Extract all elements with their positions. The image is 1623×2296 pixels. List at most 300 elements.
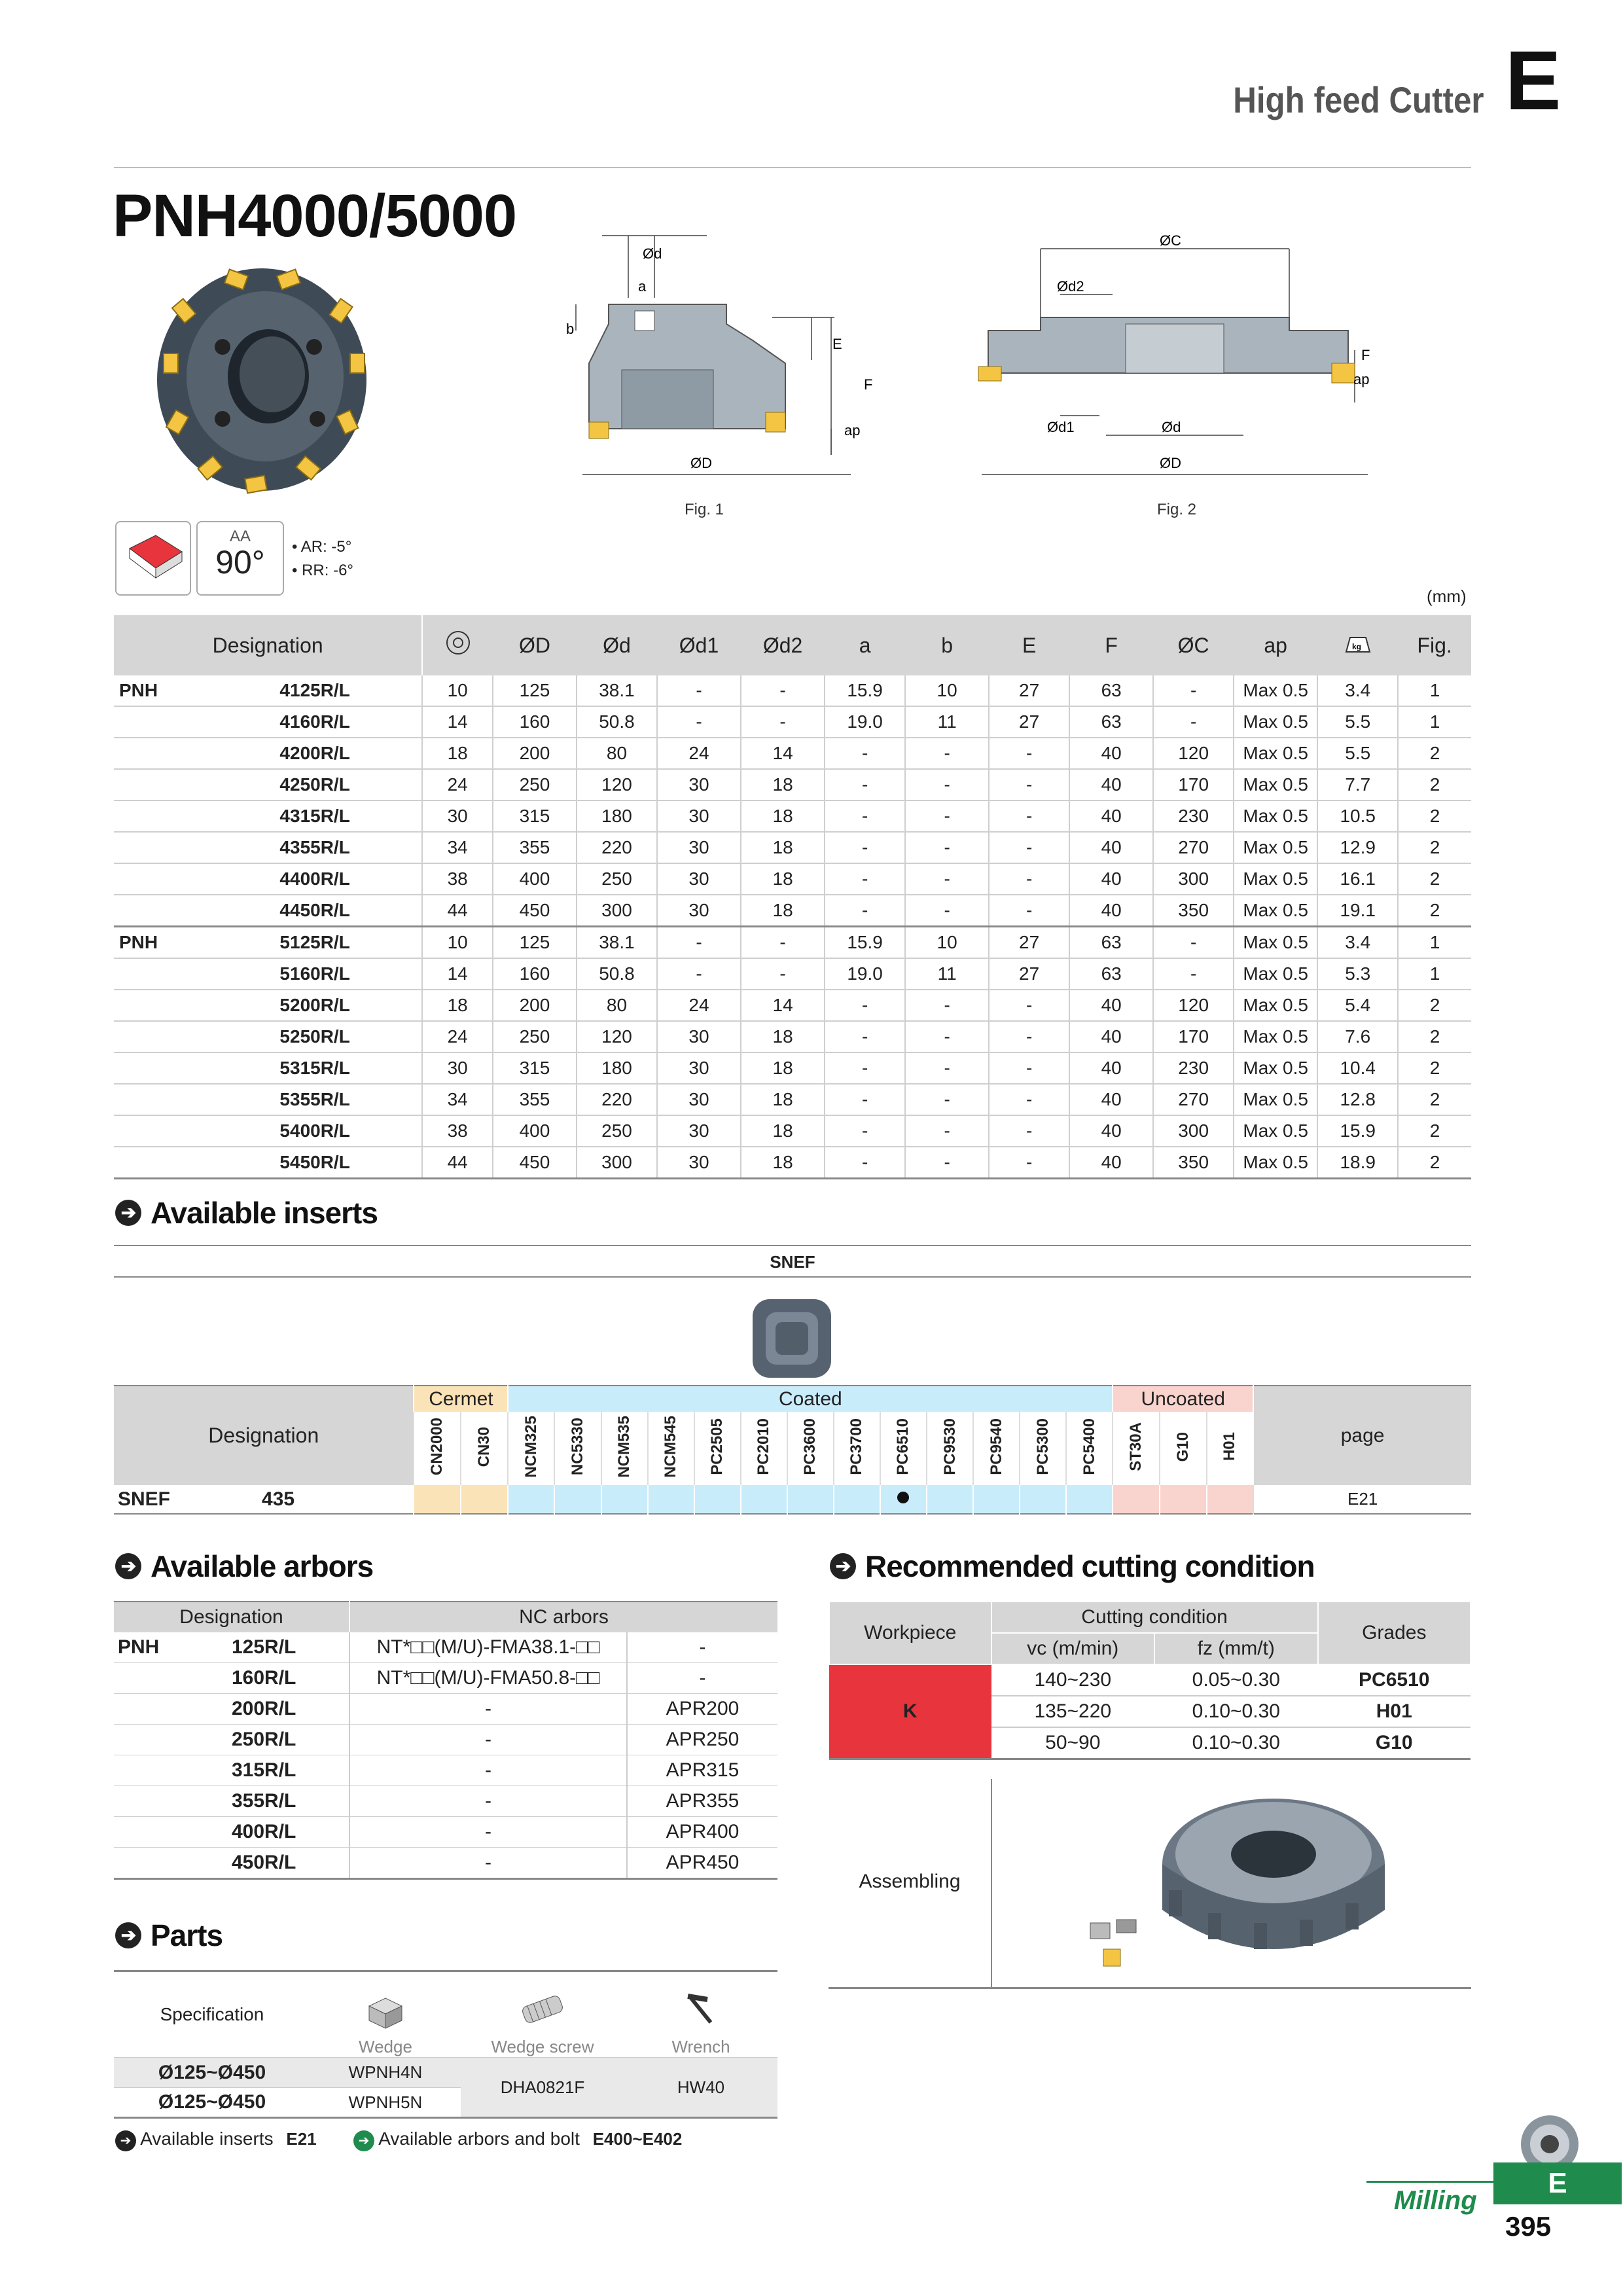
parts-col-wedge [310,1971,461,2058]
spec-cell: - [989,769,1069,800]
spec-cell: 10 [422,675,493,706]
grade-label: CN30 [475,1426,493,1467]
spec-h-designation: Designation [114,615,422,675]
parts-section-title [115,1918,223,1953]
grade-header [973,1412,1020,1485]
arbor-cell: APR355 [627,1786,777,1817]
spec-cell: - [905,1115,989,1147]
arbor-cell: APR200 [627,1694,777,1725]
spec-cell: - [825,1115,905,1147]
parts-col-screw [461,1971,624,2058]
grade-header [834,1412,880,1485]
spec-cell: 300 [577,1147,657,1179]
angle-aa-label: AA [229,528,251,545]
fig1-caption: Fig. 1 [685,501,724,518]
spec-cell: - [657,675,741,706]
spec-cell: - [825,895,905,927]
grade-label: NCM325 [522,1416,540,1478]
spec-cell: 18 [741,895,825,927]
spec-cell: 30 [657,895,741,927]
spec-designation: 5160R/L [261,958,422,990]
fig1-b-label: b [566,321,575,337]
spec-cell: Max 0.5 [1234,1084,1317,1115]
group-uncoated: Uncoated [1113,1386,1253,1412]
angle-rr: • RR: -6° [292,562,354,579]
spec-cell: 38.1 [577,927,657,959]
footer-arbors-link[interactable] [353,2128,682,2151]
spec-cell: 2 [1398,832,1471,863]
arbor-cell: - [349,1786,627,1817]
weight-icon [1317,615,1398,675]
spec-cell: 14 [741,738,825,769]
spec-designation: 4355R/L [261,832,422,863]
grade-label: NCM535 [615,1416,633,1478]
spec-cell: - [905,738,989,769]
spec-cell: 30 [657,1052,741,1084]
spec-cell: 2 [1398,1052,1471,1084]
cut-vc-0: 140~230 [1034,1669,1112,1691]
spec-cell: Max 0.5 [1234,706,1317,738]
spec-cell: 40 [1069,1052,1153,1084]
grade-label: PC6510 [894,1418,912,1475]
spec-cell: 5.5 [1317,738,1398,769]
inserts-h-designation: Designation [114,1386,414,1485]
spec-cell: 18 [741,832,825,863]
spec-designation: 5315R/L [261,1052,422,1084]
grade-cell [508,1485,554,1514]
grade-cell [880,1485,927,1514]
spec-cell: Max 0.5 [1234,738,1317,769]
spec-cell: - [989,800,1069,832]
cut-fz-2: 0.10~0.30 [1192,1732,1280,1753]
spec-cell: - [825,863,905,895]
fig2-C-label: ØC [1160,232,1181,249]
spec-cell: 16.1 [1317,863,1398,895]
spec-cell: 30 [422,1052,493,1084]
spec-group [114,800,261,832]
arbors-h-designation: Designation [114,1602,349,1632]
spec-cell: 12.8 [1317,1084,1398,1115]
spec-cell: - [989,1084,1069,1115]
grade-header [461,1412,508,1485]
spec-cell: - [905,1084,989,1115]
grade-label: NCM545 [662,1416,680,1478]
arrow-icon: ➔ [115,1553,141,1579]
spec-row [114,927,1471,959]
available-dot-icon [897,1492,909,1503]
spec-cell: 1 [1398,675,1471,706]
spec-cell: 19.0 [825,958,905,990]
spec-cell: 3.4 [1317,675,1398,706]
spec-cell: 44 [422,1147,493,1179]
spec-row [114,863,1471,895]
spec-cell: 80 [577,990,657,1021]
spec-cell: 38 [422,1115,493,1147]
spec-cell: - [825,1084,905,1115]
grade-label: PC2010 [755,1418,773,1475]
grade-label: PC5300 [1033,1418,1052,1475]
spec-cell: 2 [1398,1115,1471,1147]
angle-aa-box [196,521,284,596]
inserts-rule-top [114,1245,1471,1246]
spec-cell: - [905,1147,989,1179]
spec-cell: Max 0.5 [1234,832,1317,863]
spec-cell: 14 [741,990,825,1021]
arbor-cell: - [627,1663,777,1694]
spec-cell: 250 [577,1115,657,1147]
grade-header [1020,1412,1066,1485]
spec-cell: 2 [1398,990,1471,1021]
spec-cell: - [905,832,989,863]
spec-cell: Max 0.5 [1234,675,1317,706]
inserts-rule-mid [114,1276,1471,1278]
fig2-d2-label: Ød2 [1057,278,1084,295]
spec-cell: Max 0.5 [1234,927,1317,959]
parts-screw: DHA0821F [500,2077,585,2097]
spec-cell: - [905,769,989,800]
spec-h-E: E [989,615,1069,675]
spec-h-C: ØC [1153,615,1234,675]
spec-cell: 180 [577,1052,657,1084]
figure-1-drawing [563,232,877,488]
arbor-group [114,1663,232,1694]
spec-cell: 18 [741,1115,825,1147]
section-title: High feed Cutter [1233,79,1484,120]
grade-label: PC5400 [1080,1418,1098,1475]
arbor-designation: 400R/L [232,1821,296,1842]
spec-cell: 7.7 [1317,769,1398,800]
spec-cell: 15.9 [825,927,905,959]
footer-arbors-label: Available arbors and bolt [378,2128,580,2149]
grade-header [741,1412,787,1485]
spec-cell: 40 [1069,738,1153,769]
spec-cell: 120 [577,769,657,800]
spec-group [114,958,261,990]
spec-cell: - [905,1052,989,1084]
spec-cell: 300 [577,895,657,927]
arrow-icon: ➔ [353,2130,374,2151]
footer-inserts-label: Available inserts [140,2128,274,2149]
parts-col-wrench [624,1971,777,2058]
spec-group [114,769,261,800]
spec-cell: 63 [1069,706,1153,738]
spec-cell: 120 [577,1021,657,1052]
arbor-group [114,1694,232,1725]
arbor-cell: NT*□□(M/U)-FMA50.8-□□ [349,1663,627,1694]
spec-cell: - [989,1147,1069,1179]
spec-cell: 18 [741,1147,825,1179]
spec-cell: 80 [577,738,657,769]
arbor-row [114,1725,777,1755]
grade-label: ST30A [1127,1422,1145,1471]
cut-vc-1: 135~220 [1034,1700,1112,1722]
cut-grade-2: G10 [1375,1732,1413,1753]
spec-cell: 400 [493,863,577,895]
wedge-icon [363,1986,408,2032]
inserts-table [114,1385,1471,1515]
grade-label: PC3700 [847,1418,866,1475]
weight-icon-label: kg [1351,642,1361,651]
grade-label: G10 [1173,1431,1192,1462]
spec-cell: 24 [422,1021,493,1052]
arbor-cell: - [349,1755,627,1786]
spec-cell: 120 [1153,738,1234,769]
parts-h-spec: Specification [160,2004,264,2024]
spec-header-row [114,615,1471,675]
cutter-product-image [151,262,373,497]
parts-wedge-1: WPNH5N [348,2092,423,2112]
spec-group [114,1115,261,1147]
spec-cell: - [905,863,989,895]
grade-header [508,1412,554,1485]
cutting-section-title [830,1549,1315,1584]
snef-insert-image [740,1289,844,1388]
arbors-title-text: Available arbors [151,1549,374,1583]
unit-label: (mm) [1427,586,1467,606]
spec-cell: 270 [1153,1084,1234,1115]
spec-cell: 220 [577,1084,657,1115]
spec-cell: 40 [1069,1115,1153,1147]
grade-cell [834,1485,880,1514]
spec-designation: 5125R/L [261,927,422,959]
spec-cell: 63 [1069,958,1153,990]
milling-label: Milling [1394,2186,1477,2215]
spec-cell: 14 [422,706,493,738]
parts-table [114,1970,777,2119]
spec-cell: - [657,958,741,990]
arbor-cell: - [627,1632,777,1663]
spec-cell: 63 [1069,675,1153,706]
grade-header [694,1412,741,1485]
spec-cell: - [657,706,741,738]
arbor-group [114,1725,232,1755]
spec-cell: 40 [1069,1147,1153,1179]
spec-cell: 30 [657,1115,741,1147]
spec-cell: - [1153,927,1234,959]
model-title: PNH4000/5000 [113,183,517,249]
spec-group: PNH [119,680,158,700]
footer-inserts-page: E21 [286,2129,317,2149]
spec-cell: 350 [1153,1147,1234,1179]
spec-cell: 180 [577,800,657,832]
grade-cell [601,1485,648,1514]
grade-header [414,1412,461,1485]
spec-row [114,1115,1471,1147]
spec-cell: - [989,863,1069,895]
spec-cell: 30 [657,1021,741,1052]
spec-cell: 1 [1398,958,1471,990]
parts-wedge-0: WPNH4N [348,2062,423,2082]
arbor-cell: APR400 [627,1817,777,1848]
arbor-cell: APR450 [627,1848,777,1879]
fig1-D-label: ØD [690,455,712,471]
grade-label: PC9530 [940,1418,959,1475]
arbor-group [114,1817,232,1848]
spec-h-b: b [905,615,989,675]
footer-inserts-link[interactable] [115,2128,317,2151]
grade-header [1207,1412,1254,1485]
spec-cell: 40 [1069,1021,1153,1052]
spec-cell: 10 [905,927,989,959]
spec-h-d1: Ød1 [657,615,741,675]
fig2-d-label: Ød [1162,419,1181,435]
spec-cell: 18 [741,800,825,832]
spec-cell: 40 [1069,990,1153,1021]
arbor-row [114,1848,777,1879]
grade-cell [461,1485,508,1514]
spec-cell: 18 [741,1021,825,1052]
spec-cell: - [657,927,741,959]
spec-cell: - [905,990,989,1021]
spec-cell: 15.9 [1317,1115,1398,1147]
spec-row [114,832,1471,863]
grade-cell [1066,1485,1113,1514]
grade-header [1160,1412,1207,1485]
insert-row-name: SNEF [118,1488,171,1510]
spec-cell: - [989,895,1069,927]
spec-cell: 38 [422,863,493,895]
spec-row [114,675,1471,706]
spec-h-d2: Ød2 [741,615,825,675]
cut-fz-0: 0.05~0.30 [1192,1669,1280,1691]
wrench-icon [675,1986,727,2032]
spec-cell: - [741,706,825,738]
spec-cell: - [741,675,825,706]
spec-cell: 450 [493,1147,577,1179]
spec-cell: 2 [1398,1021,1471,1052]
spec-group [114,706,261,738]
spec-cell: 11 [905,706,989,738]
angle-ar: • AR: -5° [292,538,352,556]
spec-cell: 18 [741,769,825,800]
arbor-row [114,1694,777,1725]
spec-designation: 4160R/L [261,706,422,738]
spec-cell: 14 [422,958,493,990]
insert-icon-box [115,521,191,596]
spec-h-D: ØD [493,615,577,675]
wedge-screw-icon [516,1986,569,2032]
arbor-group [114,1848,232,1879]
spec-cell: 19.0 [825,706,905,738]
spec-cell: - [741,927,825,959]
spec-cell: - [825,990,905,1021]
grade-label: PC3600 [801,1418,819,1475]
cut-h-condition: Cutting condition [991,1602,1318,1633]
cut-vc-2: 50~90 [1045,1732,1101,1753]
fig2-caption: Fig. 2 [1157,501,1197,518]
spec-cell: - [741,958,825,990]
grade-header [1113,1412,1160,1485]
spec-cell: 34 [422,1084,493,1115]
arbor-group [114,1755,232,1786]
arbor-cell: APR250 [627,1725,777,1755]
grade-cell [927,1485,973,1514]
spec-cell: 300 [1153,1115,1234,1147]
arbors-section-title [115,1549,373,1584]
wrench-label: Wrench [671,2037,730,2056]
arbor-group: PNH [118,1636,160,1658]
spec-cell: - [825,800,905,832]
fig1-e-label: E [832,336,842,352]
spec-cell: Max 0.5 [1234,1115,1317,1147]
arbor-row [114,1632,777,1663]
spec-cell: 15.9 [825,675,905,706]
header-divider [114,167,1471,168]
cut-fz-1: 0.10~0.30 [1192,1700,1280,1722]
grade-label: CN2000 [428,1418,446,1476]
spec-cell: Max 0.5 [1234,863,1317,895]
assembling-image [1077,1792,1391,1982]
spec-group [114,990,261,1021]
spec-cell: 230 [1153,1052,1234,1084]
cutting-title-text: Recommended cutting condition [865,1549,1315,1583]
spec-cell: - [825,769,905,800]
spec-cell: 2 [1398,863,1471,895]
assembling-label: Assembling [859,1871,961,1892]
cut-grade-0: PC6510 [1359,1669,1430,1691]
parts-wrench: HW40 [677,2077,725,2097]
spec-designation: 4400R/L [261,863,422,895]
spec-h-d: Ød [577,615,657,675]
arbor-designation: 125R/L [232,1636,296,1658]
spec-cell: - [825,1021,905,1052]
spec-cell: 350 [1153,895,1234,927]
spec-cell: 170 [1153,1021,1234,1052]
spec-cell: 50.8 [577,958,657,990]
spec-cell: 220 [577,832,657,863]
spec-cell: 200 [493,738,577,769]
spec-cell: - [1153,958,1234,990]
arbor-cell: NT*□□(M/U)-FMA38.1-□□ [349,1632,627,1663]
spec-cell: 11 [905,958,989,990]
spec-h-ap: ap [1234,615,1317,675]
spec-cell: 18 [741,1084,825,1115]
fig2-d1-label: Ød1 [1047,419,1075,435]
arbor-designation: 250R/L [232,1729,296,1750]
cut-h-vc: vc (m/min) [991,1633,1155,1664]
arbor-designation: 200R/L [232,1698,296,1719]
spec-cell: 400 [493,1115,577,1147]
arbor-designation: 315R/L [232,1759,296,1781]
parts-spec-0: Ø125~Ø450 [158,2061,266,2083]
spec-cell: 300 [1153,863,1234,895]
arbor-designation: 450R/L [232,1852,296,1873]
spec-cell: 34 [422,832,493,863]
spec-designation: 5355R/L [261,1084,422,1115]
assembling-divider [991,1779,992,1987]
spec-cell: 12.9 [1317,832,1398,863]
spec-cell: - [989,1021,1069,1052]
spec-row [114,958,1471,990]
spec-designation: 4125R/L [261,675,422,706]
spec-designation: 5200R/L [261,990,422,1021]
grade-cell [1207,1485,1254,1514]
arbor-row [114,1817,777,1848]
spec-cell: 170 [1153,769,1234,800]
grade-label: PC9540 [987,1418,1005,1475]
insert-name-label: SNEF [770,1252,815,1272]
spec-cell: - [989,738,1069,769]
spec-cell: 40 [1069,863,1153,895]
insert-row-code: 435 [262,1488,295,1510]
spec-cell: 27 [989,958,1069,990]
spec-cell: Max 0.5 [1234,800,1317,832]
fig1-ap-label: ap [844,422,861,439]
angle-aa-value: 90° [215,544,265,581]
grade-header [1066,1412,1113,1485]
spec-group [114,738,261,769]
figure-2-drawing [975,232,1381,488]
